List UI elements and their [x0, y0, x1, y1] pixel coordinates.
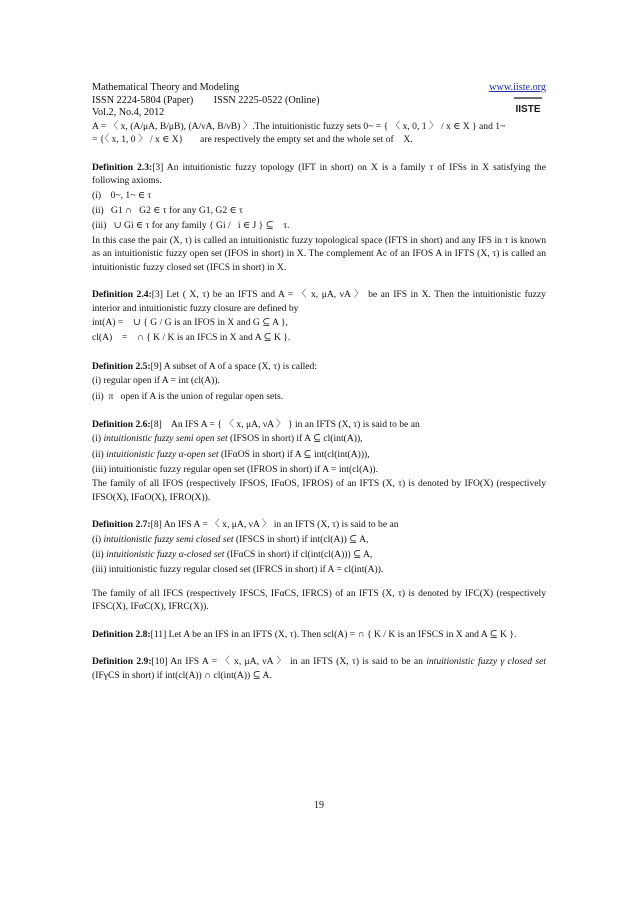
axiom-1: (i) 0~, 1~ ∈ τ — [92, 189, 152, 201]
definition-2-6-label: Definition 2.6: — [92, 418, 151, 430]
journal-url-link[interactable]: www.iiste.org — [489, 82, 546, 93]
axiom-2: (ii) G1 ∩ G2 ∈ τ for any G1, G2 ∈ τ — [92, 205, 243, 217]
definition-2-8-text: [11] Let A be an IFS in an IFTS (X, τ). Then scl(A) = ∩ { K / K is an IFSCS in X and A ⊆ K }. — [150, 628, 517, 640]
definition-2-7-item-1-term: intuitionistic fuzzy semi closed set — [103, 533, 234, 545]
svg-text:IISTE: IISTE — [515, 104, 541, 115]
definition-2-9-label: Definition 2.9: — [92, 656, 152, 668]
definition-2-5 — [92, 360, 546, 374]
definition-2-3-label: Definition 2.3: — [92, 161, 153, 173]
definition-2-7 — [92, 518, 546, 532]
page-content — [92, 82, 546, 682]
issn-line: ISSN 2224-5804 (Paper) ISSN 2225-0522 (Online) — [92, 94, 320, 106]
interior-definition: int(A) = ∪ { G / G is an IFOS in X and G ⊆ A }, — [92, 317, 288, 329]
journal-title: Mathematical Theory and Modeling — [92, 82, 240, 93]
definition-2-9-term: intuitionistic fuzzy γ closed set — [426, 656, 546, 668]
definition-2-7-item-3: (iii) intuitionistic fuzzy regular closed set (IFRCS in short) if A = cl(int(A)). — [92, 564, 384, 576]
definition-2-6-item-3: (iii) intuitionistic fuzzy regular open set (IFROS in short) if A = int(cl(A)). — [92, 463, 378, 475]
definition-2-7-text: [8] An IFS A = 〈 x, μA, νA 〉 in an IFTS (X, τ) is said to be an — [150, 519, 399, 531]
definition-2-6-after: The family of all IFOS (respectively IFSOS, IFαOS, IFROS) of an IFTS (X, τ) is denoted by IFO(X) (respectively IFSO(X), IFαO(X), IFRO(X)). — [92, 478, 546, 503]
definition-2-6-item-1-term: intuitionistic fuzzy semi open set — [103, 433, 228, 445]
journal-header — [92, 82, 546, 120]
definition-2-3-after: In this case the pair (X, τ) is called an intuitionistic fuzzy topological space (IFTS in short) and any IFS in τ is known as an intuitionistic fuzzy open set (IFOS in short) in X. The complement Ac of an IFOS A in IFTS (X, τ) is called an intuitionistic fuzzy closed set (IFCS in short) in X. — [92, 234, 546, 273]
definition-2-9-rest: (IFγCS in short) if int(cl(A)) ∩ cl(int(A)) ⊆ A. — [92, 669, 272, 681]
definition-2-5-label: Definition 2.5: — [92, 360, 151, 372]
axiom-3: (iii) ∪ Gi ∈ τ for any family { Gi / i ∈ J } ⊆ τ. — [92, 220, 290, 232]
definition-2-7-item-2: (ii) intuitionistic fuzzy α-closed set (IFαCS in short) if cl(int(cl(A))) ⊆ A, — [92, 549, 373, 561]
intro-line-2: = {〈 x, 1, 0 〉 / x ∈ X} are respectively the empty set and the whole set of X. — [92, 134, 413, 146]
definition-2-6-item-2: (ii) intuitionistic fuzzy α-open set (IFαOS in short) if A ⊆ int(cl(int(A))), — [92, 448, 370, 460]
definition-2-6-item-1: (i) intuitionistic fuzzy semi open set (IFSOS in short) if A ⊆ cl(int(A)), — [92, 433, 363, 445]
page-number: 19 — [314, 800, 324, 811]
definition-2-5-item-2: (ii) π open if A is the union of regular open sets. — [92, 390, 284, 402]
definition-2-6-item-2-term: intuitionistic fuzzy α-open set — [106, 448, 219, 460]
intro-line-1: A = 〈 x, (A/μA, B/μB), (A/νA, B/νB) 〉.The intuitionistic fuzzy sets 0~ = { 〈 x, 0, 1 〉 / x ∈ X } and 1~ — [92, 120, 506, 132]
definition-2-6-text: [8] An IFS A = { 〈 x, μA, νA 〉 } in an IFTS (X, τ) is said to be an — [150, 418, 420, 430]
definition-2-7-item-2-term: intuitionistic fuzzy α-closed set — [106, 549, 225, 561]
volume-line: Vol.2, No.4, 2012 — [92, 107, 165, 119]
iiste-logo — [512, 95, 544, 117]
definition-2-4-label: Definition 2.4: — [92, 289, 152, 301]
definition-2-4 — [92, 288, 546, 315]
definition-2-6 — [92, 418, 546, 432]
definition-2-3-text: [3] An intuitionistic fuzzy topology (IFT in short) on X is a family τ of IFSs in X satisfying the following axioms. — [92, 161, 546, 187]
closure-definition: cl(A) = ∩ { K / K is an IFCS in X and A ⊆ K }. — [92, 332, 291, 344]
definition-2-5-item-1: (i) regular open if A = int (cl(A)). — [92, 375, 220, 387]
definition-2-7-after: The family of all IFCS (respectively IFSCS, IFαCS, IFRCS) of an IFTS (X, τ) is denoted by IFC(X) (respectively IFSC(X), IFαC(X), IFRC(X)). — [92, 587, 546, 613]
definition-2-7-label: Definition 2.7: — [92, 519, 151, 531]
definition-2-5-text: [9] A subset of A of a space (X, τ) is called: — [150, 360, 318, 372]
definition-2-3 — [92, 161, 546, 188]
definition-2-4-text: [3] Let ( X, τ) be an IFTS and A = 〈 x, μA, νA 〉 be an IFS in X. Then the intuitionistic fuzzy interior and intuitionistic fuzzy closure are defined by — [92, 289, 546, 314]
definition-2-8 — [92, 628, 546, 642]
definition-2-9-text: [10] An IFS A = 〈 x, μA, νA 〉 in an IFTS (X, τ) is said to be an — [151, 656, 427, 668]
definition-2-7-item-1: (i) intuitionistic fuzzy semi closed set (IFSCS in short) if int(cl(A)) ⊆ A, — [92, 533, 369, 545]
definition-2-8-label: Definition 2.8: — [92, 628, 151, 640]
definition-2-9 — [92, 655, 546, 682]
